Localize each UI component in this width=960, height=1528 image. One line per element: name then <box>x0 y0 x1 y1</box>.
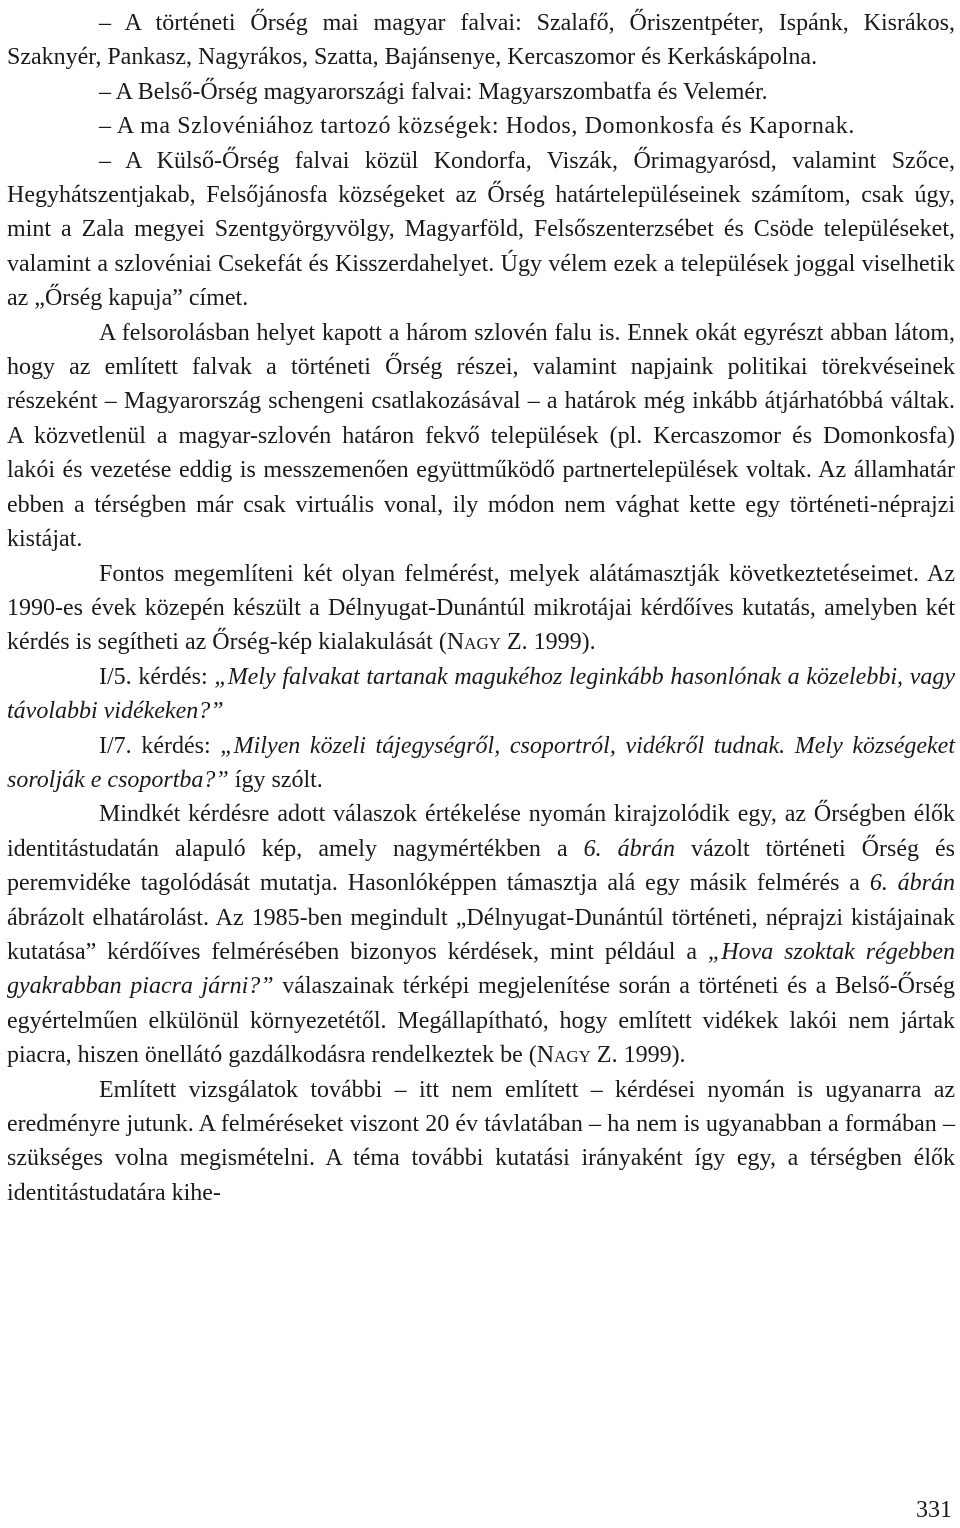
text-run: – A történeti Őrség mai magyar falvai: Szalafő, Őriszentpéter, Ispánk, Kisrákos, Szaknyér, Pankasz, Nagyrákos, Szatta, Bajánsenye, Kercaszomor és Kerkáskápolna. <box>7 10 955 71</box>
italic-run: 6. ábrán <box>869 870 955 897</box>
text-run: Z. 1999). <box>501 629 596 656</box>
text-run: – A Külső-Őrség falvai közül Kondorfa, Viszák, Őrimagyarósd, valamint Szőce, Hegyhátszentjakab, Felsőjánosfa községeket az Őrség határtelepüléseinek számítom, csak úgy, mint a Zala megyei Szentgyörgyvölgy, Magyarföld, Felsőszenterzsébet és Csöde településeket, valamint a szlovéniai Csekefát és Kisszerdahelyet. Úgy vélem ezek a települések joggal viselhetik az „Őrség kapuja” címet. <box>7 147 955 312</box>
text-run: A felsorolásban helyet kapott a három szlovén falu is. Ennek okát egyrészt abban látom, hogy az említett falvak a történeti Őrség részei, valamint napjaink politikai törekvéseinek részeként – Magyarország schengeni csatlakozásával – a határok még inkább átjárhatóbbá váltak. A közvetlenül a magyar-szlovén határon fekvő települések (pl. Kercaszomor és Domonkosfa) lakói és vezetése eddig is messzemenően együttműködő partnertelepülések voltak. Az államhatár ebben a térségben már csak virtuális vonal, ily módon nem vághat kette egy történeti-néprajzi kistájat. <box>7 319 955 553</box>
text-run: válaszainak térképi megjelenítése során a történeti és a Belső-Őrség egyértelműen elkülönül környezetétől. Megállapítható, hogy említett vidékek lakói nem jártak piacra, hiszen önellátó gazdálkodásra rendelkeztek be ( <box>7 973 955 1069</box>
text-run: Mindkét kérdésre adott válaszok értékelése nyomán kirajzolódik egy, az Őrségben élők identitástudatán alapuló kép, amely nagymértékben a <box>7 801 955 862</box>
italic-run: „Hova szoktak régebben gyakrabban piacra járni?” <box>7 938 955 1000</box>
text-run: – A Belső-Őrség magyarországi falvai: Magyarszombatfa és Velemér. <box>99 78 768 105</box>
paragraph <box>7 729 955 798</box>
paragraph <box>7 797 955 1072</box>
text-run: Említett vizsgálatok további – itt nem említett – kérdései nyomán is ugyanarra az eredményre jutunk. A felméréseket viszont 20 év távlatában – ha nem is ugyanabban a formában – szükséges volna megismételni. A téma további kutatási irányaként így egy, a térségben élők identitástudatára kihe- <box>7 1076 955 1206</box>
text-run: Z. 1999). <box>590 1042 686 1069</box>
page-number: 331 <box>916 1497 952 1523</box>
author-name: Nagy <box>446 629 502 656</box>
text-run: – A ma Szlovéniához tartozó községek: Hodos, Domonkosfa és Kapornak. <box>99 113 855 140</box>
text-run: Fontos megemlíteni két olyan felmérést, melyek alátámasztják következtetéseimet. Az 1990-es évek közepén készült a Délnyugat-Dunántúl mikrotájai kérdőíves kutatás, amelyben két kérdés is segítheti az Őrség-kép kialakulását ( <box>7 560 955 656</box>
paragraph <box>7 316 955 557</box>
italic-run: „Mely falvakat tartanak magukéhoz leginkább hasonlónak a közelebbi, vagy távolabbi vidékeken?” <box>7 663 955 725</box>
paragraph <box>7 6 955 75</box>
paragraph <box>7 1073 955 1211</box>
text-run: ábrázolt elhatárolást. Az 1985-ben megindult „Délnyugat-Dunántúl történeti, néprajzi kistájainak kutatása” kérdőíves felmérésében bizonyos kérdések, mint például a <box>7 904 955 965</box>
text-run: így szólt. <box>228 766 323 793</box>
body-text <box>7 0 955 1210</box>
text-run: I/7. kérdés: <box>99 732 221 759</box>
paragraph <box>7 109 955 143</box>
text-run: I/5. kérdés: <box>99 663 215 690</box>
italic-run: „Milyen közeli tájegységről, csoportról, vidékről tudnak. Mely községeket sorolják e csoportba?” <box>7 732 955 793</box>
paragraph <box>7 557 955 660</box>
paragraph <box>7 75 955 109</box>
paragraph <box>7 660 955 729</box>
italic-run: 6. ábrán <box>583 835 675 862</box>
paragraph <box>7 144 955 316</box>
author-name: Nagy <box>536 1042 591 1069</box>
text-run: vázolt történeti Őrség és peremvidéke tagolódását mutatja. Hasonlóképpen támasztja alá egy másik felmérés a <box>7 835 956 897</box>
